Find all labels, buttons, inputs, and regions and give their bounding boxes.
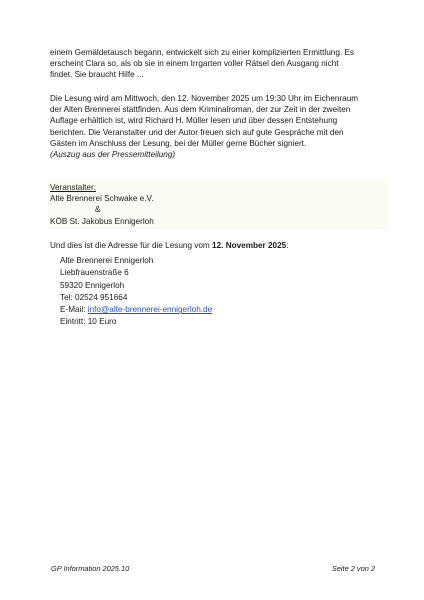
veranstalter-block — [48, 180, 388, 229]
organizer-ampersand: & — [95, 205, 101, 215]
organizer-name: KÖB St. Jakobus Ennigerloh — [50, 216, 154, 226]
intro-line: einem Gemäldetausch begann, entwickelt sich zu einer komplizierten Ermittlung. Es — [50, 48, 354, 57]
address-intro-line — [50, 240, 390, 251]
venue-street: Liebfrauenstraße 6 — [60, 268, 129, 278]
email-link[interactable]: info@alte-brennerei-ennigerloh.de — [87, 305, 213, 315]
address-intro-colon: : — [286, 241, 289, 250]
intro-line: erscheint Clara so, als ob sie in einem Irrgarten voller Rätsel den Ausgang nicht — [50, 59, 339, 69]
venue-email-line — [60, 304, 212, 316]
lesung-line: Gästen im Anschluss der Lesung, bei der Müller gerne Bücher signiert. — [50, 138, 307, 148]
veranstalter-heading: Veranstalter: — [50, 183, 96, 192]
lesung-line: der Alten Brennerei stattfinden. Aus dem Kriminalroman, der zur Zeit in der zweiten — [50, 105, 351, 115]
admission-price: Eintritt: 10 Euro — [60, 317, 117, 327]
venue-city: 59320 Ennigerloh — [60, 280, 125, 290]
address-intro-date: 12. November 2025 — [212, 241, 287, 250]
venue-name: Alte Brennerei Ennigerloh — [60, 256, 154, 265]
lesung-paragraph — [50, 93, 380, 160]
email-label: E-Mail: — [60, 305, 88, 315]
footer-left: GP Information 2025.10 — [51, 564, 130, 573]
venue-phone: Tel: 02524 951664 — [60, 292, 128, 302]
intro-paragraph — [50, 47, 380, 81]
address-intro — [50, 240, 390, 251]
lesung-line: Auflage erhältlich ist, wird Richard H. Müller lesen und über dessen Entstehung — [50, 116, 338, 126]
footer-page-number: Seite 2 von 2 — [331, 564, 375, 573]
address-block — [60, 255, 212, 329]
address-intro-text: Und dies ist die Adresse für die Lesung vom — [50, 241, 213, 250]
lesung-line: berichten. Die Veranstalter und der Autor freuen sich auf gute Gespräche mit den — [50, 127, 344, 137]
organizer-name: Alte Brennerei Schwake e.V. — [50, 194, 154, 204]
intro-line: findet. Sie braucht Hilfe ... — [50, 70, 144, 80]
lesung-line: Die Lesung wird am Mittwoch, den 12. November 2025 um 19:30 Uhr im Eichenraum — [50, 94, 359, 103]
press-source-note: (Auszug aus der Pressemitteilung) — [50, 150, 176, 160]
